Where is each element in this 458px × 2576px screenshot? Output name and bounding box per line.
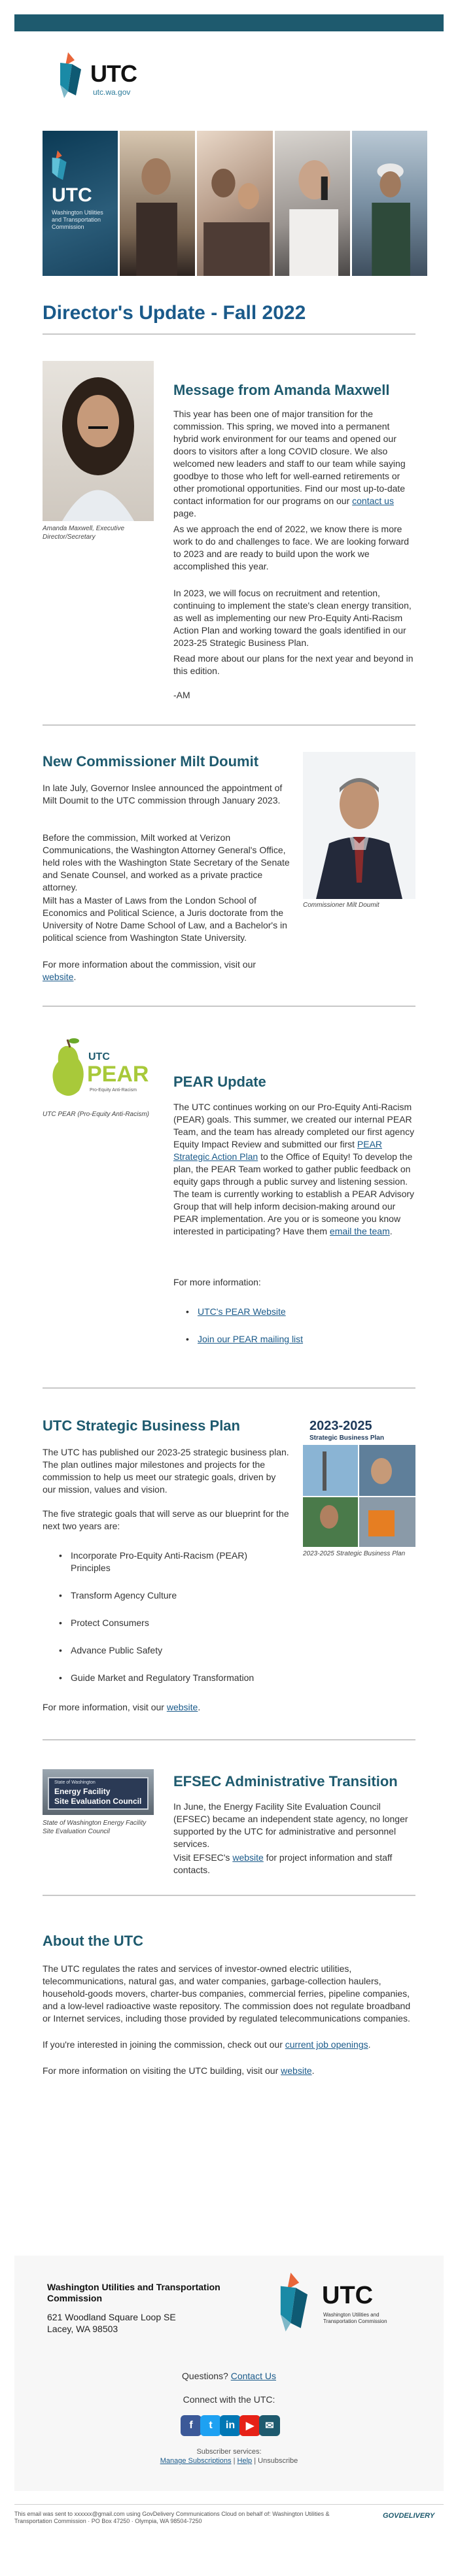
plan-cover-subtitle: Strategic Business Plan (309, 1434, 384, 1442)
plan-cover-image (303, 1416, 415, 1547)
plan-cover-year: 2023-2025 (309, 1419, 372, 1433)
about-paragraph-2: If you're interested in joining the commission, check out our current job openings. (43, 2039, 371, 2050)
message-paragraph-1: This year has been one of major transition for the commission. This spring, we moved into a permanent hybrid work environment for our teams and opened our doors to visitors after a long COVID closure. We also welcomed new leaders and staff to our team while saying goodbye to those who left for well-earned retirements or other promotional opportunities. Find our most up-to-date contact information for our programs on our contact us page. (173, 409, 406, 518)
manage-subscriptions-link[interactable]: Manage Subscriptions (160, 2457, 232, 2465)
utc-logo-mark-icon (59, 52, 85, 98)
pear-logo-word: PEAR (87, 1062, 149, 1087)
efsec-caption: State of Washington Energy Facility Site Evaluation Council (43, 1820, 147, 1835)
efsec-heading: EFSEC Administrative Transition (173, 1773, 398, 1789)
top-banner-bar (14, 14, 444, 31)
efsec-sign-line-1: Energy Facility (54, 1787, 111, 1796)
hero-photo-phone-call (275, 131, 350, 276)
efsec-paragraph-1: In June, the Energy Facility Site Evaluation Council (EFSEC) became an independent state agency, no longer supported by the UTC for administrative and personnel services. (173, 1801, 408, 1849)
milt-photo-caption: Commissioner Milt Doumit (303, 902, 379, 909)
hero-tile-brand (43, 131, 118, 276)
plan-paragraph-2: The five strategic goals that will serve as our blueprint for the next two years are: (43, 1508, 289, 1531)
commissioner-paragraph-4: For more information about the commission, visit our website. (43, 959, 256, 982)
subscriber-services-label: Subscriber services: (196, 2448, 262, 2456)
fine-print: This email was sent to xxxxxx@gmail.com using GovDelivery Communications Cloud on behalf of: Washington Utilities & Transportation Commission · PO Box 47250 · Olympia, WA 98504-7250 (14, 2511, 330, 2524)
divider (43, 1006, 415, 1007)
amanda-maxwell-photo (43, 361, 154, 521)
commissioner-heading: New Commissioner Milt Doumit (43, 753, 259, 770)
hero-photo-meeting (197, 131, 272, 276)
list-item (198, 1334, 303, 1344)
list-item: • Incorporate Pro-Equity Anti-Racism (PEAR) Principles (71, 1550, 287, 1574)
milt-doumit-photo (303, 752, 415, 899)
youtube-icon[interactable]: ▶ (239, 2415, 260, 2436)
commissioner-paragraph-2: Before the commission, Milt worked at Verizon Communications, the Washington Attorney General's Office, held roles with the Washington State Secretary of the Senate and Senate Counsel, and worked as a private practice attorney. (43, 832, 290, 892)
email-the-team-link[interactable]: email the team (329, 1226, 390, 1236)
message-paragraph-3: In 2023, we will focus on recruitment and retention, continuing to implement the state's clean energy transition, as well as implementing our new Pro-Equity Anti-Racism Action Plan and working toward the goals identified in our 2023-25 Strategic Business Plan. (173, 588, 412, 648)
footer-questions: Questions? Contact Us (182, 2371, 276, 2381)
hero-photo-staff (120, 131, 195, 276)
subscriber-links: Manage Subscriptions | Help | Unsubscribe (160, 2457, 298, 2465)
divider (43, 333, 415, 335)
about-paragraph-1: The UTC regulates the rates and services of investor-owned electric utilities, telecommunications, natural gas, and water companies, garbage-collection haulers, household-goods movers, charter-bus companies, commercial ferries, pipeline companies, and a low-level radioactive waste repository. The commission does not regulate broadband or Internet services, including those provided by regulated telecommunications companies. (43, 1963, 411, 2024)
govdelivery-logo: GOVDELIVERY (383, 2512, 435, 2520)
plan-website-link[interactable]: website (166, 1702, 198, 1712)
email-icon[interactable]: ✉ (259, 2415, 280, 2436)
plan-paragraph-1: The UTC has published our 2023-25 strategic business plan. The plan outlines major milestones and projects for the commission to help us meet our strategic goals, driven by our mission, values and vision. (43, 1447, 289, 1495)
footer (14, 2256, 444, 2491)
footer-logo-subtitle: Washington Utilities and Transportation Commission (323, 2312, 387, 2324)
divider (14, 2504, 444, 2505)
list-item: • Advance Public Safety (71, 1645, 162, 1655)
pear-logo (43, 1033, 154, 1105)
efsec-website-link[interactable]: website (232, 1852, 264, 1863)
message-paragraph-4: Read more about our plans for the next year and beyond in this edition. (173, 653, 414, 676)
job-openings-link[interactable]: current job openings (285, 2039, 368, 2050)
hero-logo-icon (50, 150, 70, 182)
message-signature: -AM (173, 690, 190, 700)
pear-more-info: For more information: (173, 1277, 261, 1287)
pear-logo-subtitle: Pro-Equity Anti-Racism (90, 1088, 137, 1093)
list-item: • Guide Market and Regulatory Transformation (71, 1672, 254, 1683)
footer-connect: Connect with the UTC: (183, 2394, 275, 2405)
pear-website-link[interactable]: UTC's PEAR Website (198, 1306, 286, 1317)
pear-logo-caption: UTC PEAR (Pro-Equity Anti-Racism) (43, 1111, 149, 1118)
footer-logo-mark-icon (276, 2273, 315, 2331)
efsec-sign-line-2: Site Evaluation Council (54, 1797, 142, 1806)
divider (43, 1387, 415, 1389)
contact-us-link[interactable]: contact us (352, 496, 394, 506)
divider (43, 1739, 415, 1740)
message-paragraph-2: As we approach the end of 2022, we know there is more work to do and challenges to face. We are looking forward to 2023 and are ready to build upon the work we accomplished this year. (173, 524, 410, 571)
page-title: Director's Update - Fall 2022 (43, 302, 306, 324)
visit-website-link[interactable]: website (281, 2065, 312, 2076)
hero-photo-field-worker (352, 131, 427, 276)
hero-logo-subtitle: Washington Utilities and Transportation Commission (52, 209, 103, 230)
efsec-sign-small: State of Washington (54, 1780, 96, 1785)
plan-cover-caption: 2023-2025 Strategic Business Plan (303, 1550, 406, 1557)
commission-website-link[interactable]: website (43, 972, 74, 982)
facebook-icon[interactable]: f (181, 2415, 202, 2436)
twitter-icon[interactable]: t (200, 2415, 221, 2436)
footer-address-1: 621 Woodland Square Loop SE (47, 2312, 176, 2322)
commissioner-paragraph-3: Milt has a Master of Laws from the London School of Economics and Political Science, a Juris doctorate from the University of Notre Dame School of Law, and a Bachelor's in political science from Washington State University. (43, 895, 287, 943)
plan-heading: UTC Strategic Business Plan (43, 1417, 240, 1434)
list-item (198, 1306, 286, 1317)
about-paragraph-3: For more information on visiting the UTC building, visit our website. (43, 2065, 315, 2076)
divider (43, 1895, 415, 1896)
logo-url: utc.wa.gov (93, 88, 131, 97)
logo-text: UTC (90, 60, 137, 87)
efsec-sign-photo (43, 1769, 154, 1815)
pear-paragraph-1: The UTC continues working on our Pro-Equity Anti-Racism (PEAR) goals. This summer, we created our internal PEAR Team, and the team has already completed our first agency Equity Impact Review and submitted our first PEAR Strategic Action Plan to the Office of Equity! To develop the plan, the PEAR Team worked to gather public feedback on equity gaps through a public survey and listening session. The team is currently working to establish a PEAR Advisory Group that will help inform decision-making around our PEAR implementation. Are you or is someone you know interested in participating? Have them email the team. (173, 1102, 415, 1236)
pear-mailing-list-link[interactable]: Join our PEAR mailing list (198, 1334, 304, 1344)
pear-heading: PEAR Update (173, 1074, 266, 1090)
message-heading: Message from Amanda Maxwell (173, 382, 390, 398)
amanda-photo-caption: Amanda Maxwell, Executive Director/Secretary (43, 525, 125, 541)
linkedin-icon[interactable]: in (220, 2415, 241, 2436)
footer-address-2: Lacey, WA 98503 (47, 2324, 118, 2334)
hero-collage (43, 131, 427, 276)
commissioner-paragraph-1: In late July, Governor Inslee announced the appointment of Milt Doumit to the UTC commission through January 2023. (43, 783, 283, 805)
divider (43, 724, 415, 726)
list-item: • Transform Agency Culture (71, 1590, 177, 1601)
utc-logo[interactable] (59, 52, 150, 105)
hero-logo-text: UTC (52, 184, 92, 206)
contact-us-footer-link[interactable]: Contact Us (230, 2371, 276, 2381)
pear-logo-utc: UTC (88, 1051, 110, 1062)
efsec-paragraph-2: Visit EFSEC's website for project information and staff contacts. (173, 1852, 393, 1875)
about-heading: About the UTC (43, 1933, 143, 1949)
pear-action-plan-link[interactable]: PEAR Strategic Action Plan (173, 1139, 383, 1162)
list-item: • Protect Consumers (71, 1618, 149, 1628)
unsubscribe-link[interactable]: Unsubscribe (258, 2457, 298, 2465)
footer-logo-text: UTC (322, 2282, 374, 2309)
plan-paragraph-3: For more information, visit our website. (43, 1702, 201, 1712)
help-link[interactable]: Help (237, 2457, 253, 2465)
footer-org-name: Washington Utilities and Transportation Commission (47, 2282, 220, 2303)
efsec-sign (48, 1777, 149, 1810)
